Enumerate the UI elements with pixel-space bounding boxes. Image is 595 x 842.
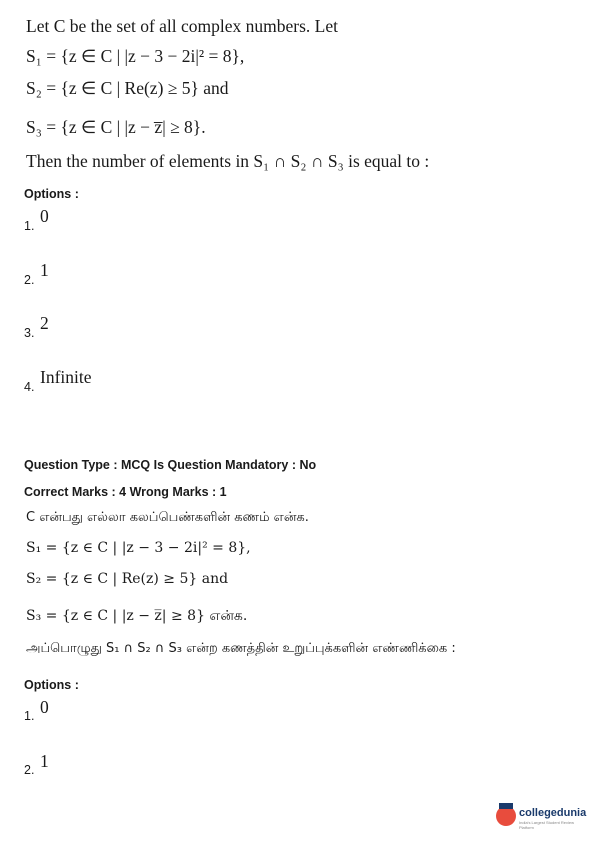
question-prompt-en: Then the number of elements in S₁ ∩ S₂ ∩ S₃ is equal to : [26, 151, 430, 171]
cap-top [499, 803, 513, 809]
options-label: Options : [24, 678, 79, 692]
option-value: 0 [40, 206, 49, 226]
option-number: 4. [24, 380, 35, 394]
question-text-en: Let C be the set of all complex numbers. Let [26, 16, 338, 36]
set-s1-ta: S₁ = {z ∈ C | |z − 3 − 2i|² = 8}, [26, 540, 251, 556]
set-s3-ta: S₃ = {z ∈ C | |z − z̅| ≥ 8} என்க. [26, 608, 248, 624]
question-text-ta: C என்பது எல்லா கலப்பெண்களின் கணம் என்க. [26, 510, 309, 525]
option-value: 2 [40, 313, 49, 333]
option-number: 2. [24, 273, 35, 287]
collegedunia-logo [496, 803, 586, 831]
option-value: 0 [40, 697, 49, 717]
option-value: 1 [40, 751, 49, 771]
question-prompt-ta: அப்பொழுது S₁ ∩ S₂ ∩ S₃ என்ற கணத்தின் உறுப்புக்களின் எண்ணிக்கை : [26, 641, 456, 656]
option-value: Infinite [40, 367, 92, 387]
options-label: Options : [24, 187, 79, 201]
logo-tagline: India's Largest Student Review Platform [519, 820, 575, 830]
logo-name: collegedunia [519, 807, 587, 819]
option-number: 3. [24, 326, 35, 340]
option-number: 2. [24, 763, 35, 777]
set-s3-en: S₃ = {z ∈ C | |z − z̅| ≥ 8}. [26, 117, 206, 137]
set-s2-en: S₂ = {z ∈ C | Re(z) ≥ 5} and [26, 78, 229, 98]
graduation-cap-icon [496, 806, 516, 826]
set-s2-ta: S₂ = {z ∈ C | Re(z) ≥ 5} and [26, 571, 229, 587]
set-s1-en: S₁ = {z ∈ C | |z − 3 − 2i|² = 8}, [26, 46, 245, 66]
marks-label: Correct Marks : 4 Wrong Marks : 1 [24, 485, 227, 499]
option-number: 1. [24, 709, 35, 723]
question-type-label: Question Type : MCQ Is Question Mandatory : No [24, 458, 317, 472]
option-value: 1 [40, 260, 49, 280]
option-number: 1. [24, 219, 35, 233]
